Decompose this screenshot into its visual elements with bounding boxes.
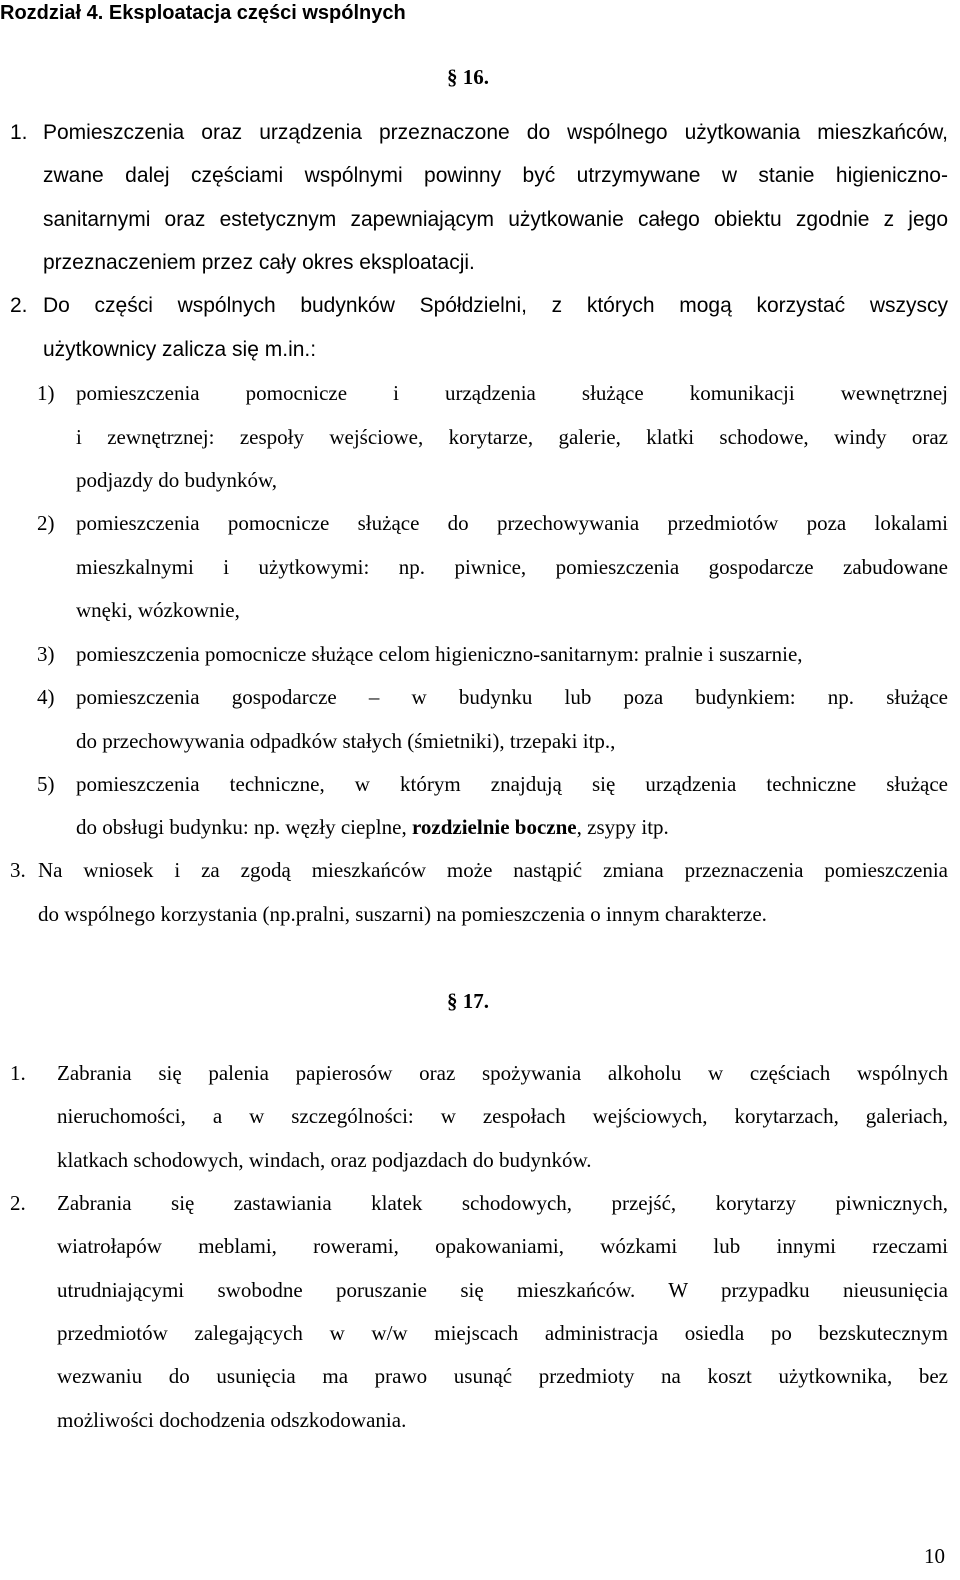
- word: oraz: [164, 208, 206, 231]
- s16-p3-number: 3.: [10, 858, 26, 882]
- word: powinny: [424, 164, 502, 187]
- item-number: 5): [37, 772, 55, 796]
- word: dalej: [125, 164, 170, 187]
- s17-p1-line: nieruchomości, a w szczególności: w zespołach wejściowych, korytarzach, galeriach,: [57, 1104, 948, 1128]
- word: jego: [908, 208, 948, 231]
- word: częściami: [190, 164, 284, 187]
- word: zapewniającym: [350, 208, 495, 231]
- s17-p2-line: utrudniającymi swobodne poruszanie się mieszkańców. W przypadku nieusunięcia: [57, 1278, 948, 1302]
- word: wspólnymi: [304, 164, 403, 187]
- s16-p2-number: 2.: [10, 294, 28, 317]
- s17-p2-line: przedmiotów zalegających w w/w miejscach administracja osiedla po bezskutecznym: [57, 1321, 948, 1345]
- s17-p2-number: 2.: [10, 1191, 26, 1215]
- word: utrzymywane: [576, 164, 701, 187]
- item-line: pomieszczenia pomocnicze i urządzenia służące komunikacji wewnętrznej: [76, 381, 948, 405]
- s16-p1-line: [43, 208, 948, 232]
- word: przeznaczone: [378, 121, 510, 144]
- section-17-heading: § 17.: [447, 989, 489, 1013]
- item-line-mixed: [76, 815, 669, 840]
- section-16-heading: § 16.: [447, 65, 489, 89]
- item-number: 4): [37, 685, 55, 709]
- s16-p1-number: 1.: [10, 121, 28, 144]
- word: higieniczno-: [835, 164, 948, 187]
- item-line: pomieszczenia pomocnicze służące celom higieniczno-sanitarnym: pralnie i suszarnie,: [76, 642, 803, 666]
- s17-p2-line: Zabrania się zastawiania klatek schodowych, przejść, korytarzy piwnicznych,: [57, 1191, 948, 1215]
- s17-p1-line: Zabrania się palenia papierosów oraz spożywania alkoholu w częściach wspólnych: [57, 1061, 948, 1085]
- item-number: 1): [37, 381, 55, 405]
- word: stanie: [758, 164, 815, 187]
- word: mieszkańców,: [817, 121, 948, 144]
- word: obiektu: [714, 208, 782, 231]
- word: oraz: [201, 121, 243, 144]
- item-number: 2): [37, 511, 55, 535]
- s17-p2-line: wezwaniu do usunięcia ma prawo usunąć przedmioty na koszt użytkownika, bez: [57, 1364, 948, 1388]
- word: zgodnie: [795, 208, 870, 231]
- word: zwane: [43, 164, 104, 187]
- item-line: do przechowywania odpadków stałych (śmietniki), trzepaki itp.,: [76, 729, 616, 753]
- item-line: i zewnętrznej: zespoły wejściowe, korytarze, galerie, klatki schodowe, windy oraz: [76, 425, 948, 449]
- s16-p3-line: Na wniosek i za zgodą mieszkańców może nastąpić zmiana przeznaczenia pomieszczenia: [38, 858, 948, 882]
- item-line: pomieszczenia pomocnicze służące do przechowywania przedmiotów poza lokalami: [76, 511, 948, 535]
- s16-p3-line: do wspólnego korzystania (np.pralni, suszarni) na pomieszczenia o innym charakterze.: [38, 902, 767, 926]
- item-line: mieszkalnymi i użytkowymi: np. piwnice, pomieszczenia gospodarcze zabudowane: [76, 555, 948, 579]
- s16-p2-line: Do części wspólnych budynków Spółdzielni, z których mogą korzystać wszyscy: [43, 294, 948, 317]
- s16-p1-line: przeznaczeniem przez cały okres eksploatacji.: [43, 251, 475, 274]
- s17-p2-line: możliwości dochodzenia odszkodowania.: [57, 1408, 407, 1432]
- word: użytkowanie: [508, 208, 624, 231]
- s16-p1-line: [43, 121, 948, 145]
- word: estetycznym: [219, 208, 337, 231]
- word: być: [522, 164, 556, 187]
- page-number: 10: [924, 1544, 945, 1568]
- word: wspólnego: [567, 121, 668, 144]
- s16-p2-line: użytkownicy zalicza się m.in.:: [43, 338, 317, 361]
- item-text: , zsypy itp.: [576, 815, 669, 839]
- s17-p1-number: 1.: [10, 1061, 26, 1085]
- word: sanitarnymi: [43, 208, 151, 231]
- s17-p2-line: wiatrołapów meblami, rowerami, opakowaniami, wózkami lub innymi rzeczami: [57, 1234, 948, 1258]
- s17-p1-line: klatkach schodowych, windach, oraz podjazdach do budynków.: [57, 1148, 592, 1172]
- item-number: 3): [37, 642, 55, 666]
- item-line: pomieszczenia gospodarcze – w budynku lub poza budynkiem: np. służące: [76, 685, 948, 709]
- word: całego: [637, 208, 700, 231]
- item-line: podjazdy do budynków,: [76, 468, 278, 492]
- word: w: [721, 164, 737, 187]
- s16-p1-line: [43, 164, 948, 188]
- word: Pomieszczenia: [43, 121, 185, 144]
- word: do: [526, 121, 551, 144]
- word: z: [883, 208, 895, 231]
- item-text-bold: rozdzielnie boczne: [411, 815, 577, 839]
- word: urządzenia: [259, 121, 362, 144]
- item-line: pomieszczenia techniczne, w którym znajdują się urządzenia techniczne służące: [76, 772, 948, 796]
- item-line: wnęki, wózkownie,: [76, 598, 240, 622]
- item-text: do obsługi budynku: np. węzły cieplne,: [76, 815, 412, 839]
- chapter-title: Rozdział 4. Eksploatacja części wspólnych: [0, 2, 406, 24]
- word: użytkowania: [684, 121, 801, 144]
